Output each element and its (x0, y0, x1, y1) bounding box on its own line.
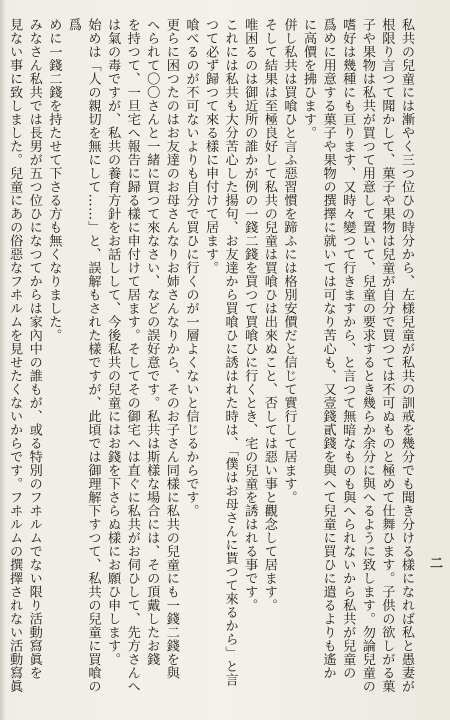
text-line: 更らに困つたのはお友達のお母さんなりお姉さんなりから、そのお子さん同樣に私共の兒童にも一錢二錢を與 (163, 18, 179, 680)
text-line: 唯困るのは御近所の誰かが例の一錢二錢を買つて買喰ひに行くとき、宅の兒童を誘はれる事です。 (242, 18, 258, 612)
paragraph (5, 18, 44, 694)
text-line: を持つて、一旦宅へ報告に歸る樣に申付けて居ます。そしてその御宅へは直ぐに私共がお伺ひして、先方さんへ (124, 18, 140, 693)
text-line: つて必ず歸つて來る樣に申付けて居ます。 (203, 18, 219, 275)
text-line: 見ない事に致しました。兒童にあの俗惡なフヰルムを見せたくないからです。フヰルムの撰擇されない活動寫眞 (7, 18, 23, 693)
text-line: めに一錢二錢を持たせて下さる方も無くなりました。 (46, 18, 62, 342)
paragraph (200, 18, 298, 694)
text-line: は氣の毒ですが、私共の養育方針をお話しして、今後私共の兒童にはお錢を下さらぬ樣にお願ひ申します。 (105, 18, 121, 666)
paragraph (44, 18, 201, 694)
text-line: これには私共も大分苦心した揚句、お友達から買喰ひに誘はれた時は、「僕はお母さんに貰つて來るから」と言 (222, 18, 238, 687)
text-line: 併し私共は買喰ひと言ふ惡習慣を蹄ふには格別安價だと信じて實行して居ます。 (281, 18, 297, 504)
text-line: 私共の兒童には漸やく三つ位ひの時分から、左様兒童が私共の訓戒を幾分でも聞き分ける樣になれば私と愚妻が (399, 18, 414, 693)
text-line: 嗜好は幾種にも亘ります、又時々變つて行きますから、と言つて無暗なものも與へられないから私共が兒童の (340, 18, 356, 680)
text-line: 根限り言つて聞かして、菓子や果物は兒童が自分で買つては不可ぬものと極めて仕舞ひます。子供の欲しがる菓 (379, 18, 395, 693)
paragraph (298, 18, 416, 694)
text-line: そして結果は至極良好して私共の兒童は買喰ひは出來ぬこと、否しては惡い事と觀念して居ます。 (261, 18, 277, 612)
text-line: 子や果物は私共が買つて用意して置いて、兒童の要求するとき幾らか余分に與へるように致します。勿論兒童の (359, 18, 375, 693)
page-number: 二 (427, 556, 442, 569)
text-line: みなさん私共では長男が五つ位ひになつてからは家內中の誰もが、或る特別のフヰルムでない限り活動寫眞を (26, 18, 42, 680)
text-line: に高價を拂ひます。 (301, 18, 317, 140)
body-text (7, 18, 416, 694)
text-line: 始めは「人の親切を無にして……」と、誤解もされた樣ですが、此頃では御理解下すつて、私共の兒童に買喰の爲 (65, 18, 101, 693)
text-line: へられて〇〇さんと一緒に買つて來なさい、などの誤好意です。私共は斯樣な場合には、その頂戴したお錢 (144, 18, 160, 666)
text-line: 喰べるのが不可ないよりも自分で買ひに行くのが一層よくないと信じるからです。 (183, 18, 199, 518)
text-line: 爲めに用意する菓子や果物の撰擇に就いては可なり苦心も、又壹錢貳錢を與へて兒童に買ひに遣るよりも遙か (320, 18, 336, 680)
